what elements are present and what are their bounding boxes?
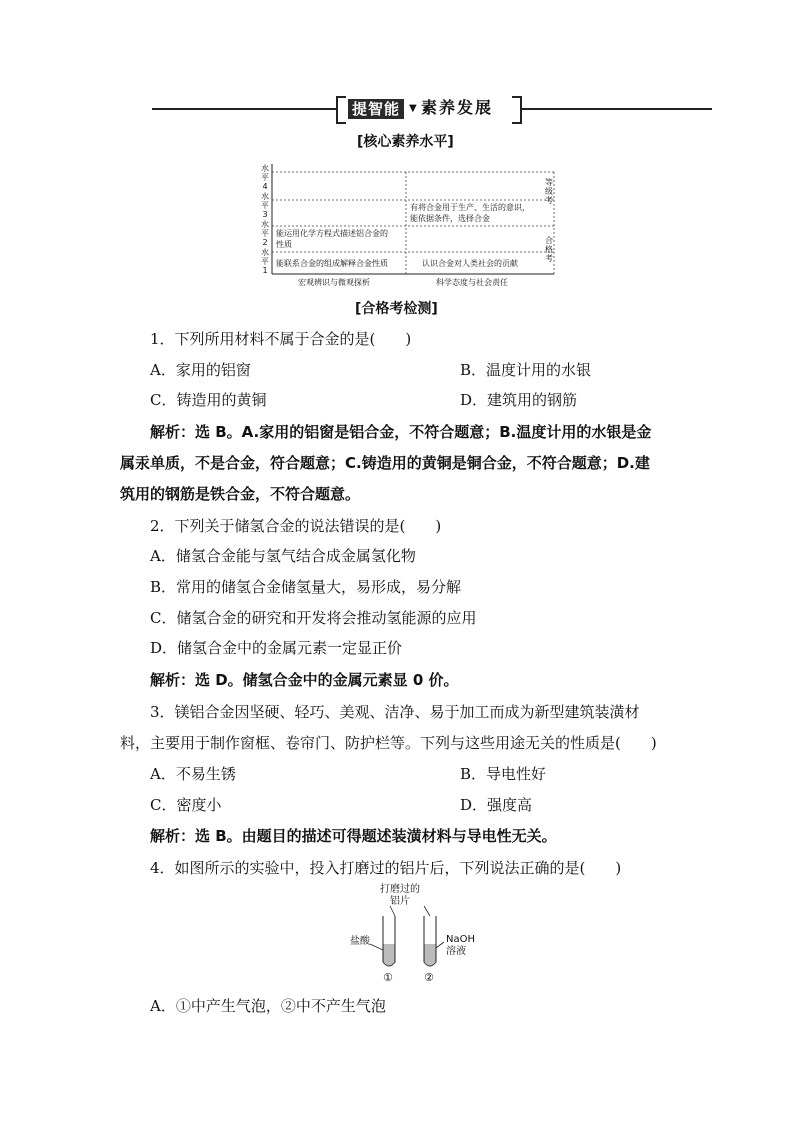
banner-title: 素养发展: [421, 98, 494, 117]
q1-analysis-line1: 解析：选 B。A.家用的铝窗是铝合金，不符合题意；B.温度计用的水银是金: [150, 423, 652, 441]
q1-option-d: D．建筑用的钢筋: [460, 391, 578, 409]
q4-stem: 4．如图所示的实验中，投入打磨过的铝片后，下列说法正确的是( ): [150, 859, 622, 877]
q2-option-b: B．常用的储氢合金储氢量大，易形成，易分解: [150, 578, 462, 596]
q2-option-d: D．储氢合金中的金属元素一定显正价: [150, 639, 403, 657]
q1-option-a: A．家用的铝窗: [150, 361, 251, 379]
level-table: [258, 160, 558, 290]
x-label-macro: 宏观辨识与微观探析: [298, 278, 370, 287]
q1-stem: 1．下列所用材料不属于合金的是( ): [150, 330, 412, 348]
q1-option-c: C．铸造用的黄铜: [150, 391, 267, 409]
q2-option-c: C．储氢合金的研究和开发将会推动氢能源的应用: [150, 609, 477, 627]
figure-label-hcl: 盐酸: [350, 936, 370, 947]
q2-option-a: A．储氢合金能与氢气结合成金属氢化物: [150, 547, 416, 565]
figure-label-top: 打磨过的 铝片: [380, 884, 420, 907]
cell-level3-right: 有将合金用于生产、生活的意识， 能依据条件，选择合金: [410, 203, 530, 223]
q1-analysis-line3: 筑用的钢筋是铁合金，不符合题意。: [120, 485, 361, 503]
header-rule-right: [522, 108, 712, 110]
cell-level1-left: 能联系合金的组成解释合金性质: [276, 259, 388, 268]
q2-analysis: 解析：选 D。储氢合金中的金属元素显 0 价。: [150, 671, 459, 689]
header-rule-left: [152, 108, 336, 110]
cell-level2-left: 能运用化学方程式描述铝合金的 性质: [276, 229, 388, 249]
level-4-label: 水 平 4: [261, 164, 269, 191]
section-banner: [336, 96, 522, 122]
q2-stem: 2．下列关于储氢合金的说法错误的是( ): [150, 517, 442, 535]
q3-stem-line1: 3．镁铝合金因坚硬、轻巧、美观、洁净、易于加工而成为新型建筑装潢材: [150, 703, 640, 721]
figure-tube1-label: ①: [383, 971, 393, 984]
section-title-core-literacy: [核心素养水平]: [357, 134, 454, 150]
figure-tube2-label: ②: [424, 971, 434, 984]
label-pass-exam: 合 格 考: [545, 236, 553, 263]
cell-level1-right: 认识合金对人类社会的贡献: [422, 259, 518, 268]
figure-label-naoh: NaOH 溶液: [446, 934, 475, 957]
q3-option-c: C．密度小: [150, 796, 222, 814]
level-2-label: 水 平 2: [261, 220, 269, 247]
level-1-label: 水 平 1: [261, 248, 269, 275]
label-grade-exam: 等 级 考: [545, 178, 553, 205]
banner-bracket-right: [512, 96, 522, 124]
q1-analysis-line2: 属汞单质，不是合金，符合题意；C.铸造用的黄铜是铜合金，不符合题意；D.建: [120, 454, 650, 472]
banner-bracket-left: [336, 96, 346, 124]
x-label-attitude: 科学态度与社会责任: [436, 278, 508, 287]
q3-option-b: B．导电性好: [460, 765, 547, 783]
level-3-label: 水 平 3: [261, 192, 269, 219]
q3-analysis: 解析：选 B。由题目的描述可得题述装潢材料与导电性无关。: [150, 827, 557, 845]
q4-option-a: A．①中产生气泡，②中不产生气泡: [150, 997, 386, 1015]
banner-tag: 提智能: [348, 99, 404, 119]
q1-option-b: B．温度计用的水银: [460, 361, 592, 379]
q3-option-d: D．强度高: [460, 796, 533, 814]
banner-dot: ▼: [409, 103, 417, 114]
experiment-figure: [340, 884, 490, 988]
section-title-pass-exam: [合格考检测]: [355, 301, 438, 317]
q3-option-a: A．不易生锈: [150, 765, 236, 783]
level-table-frame: [258, 160, 558, 290]
q3-stem-line2: 料，主要用于制作窗框、卷帘门、防护栏等。下列与这些用途无关的性质是( ): [120, 734, 657, 752]
